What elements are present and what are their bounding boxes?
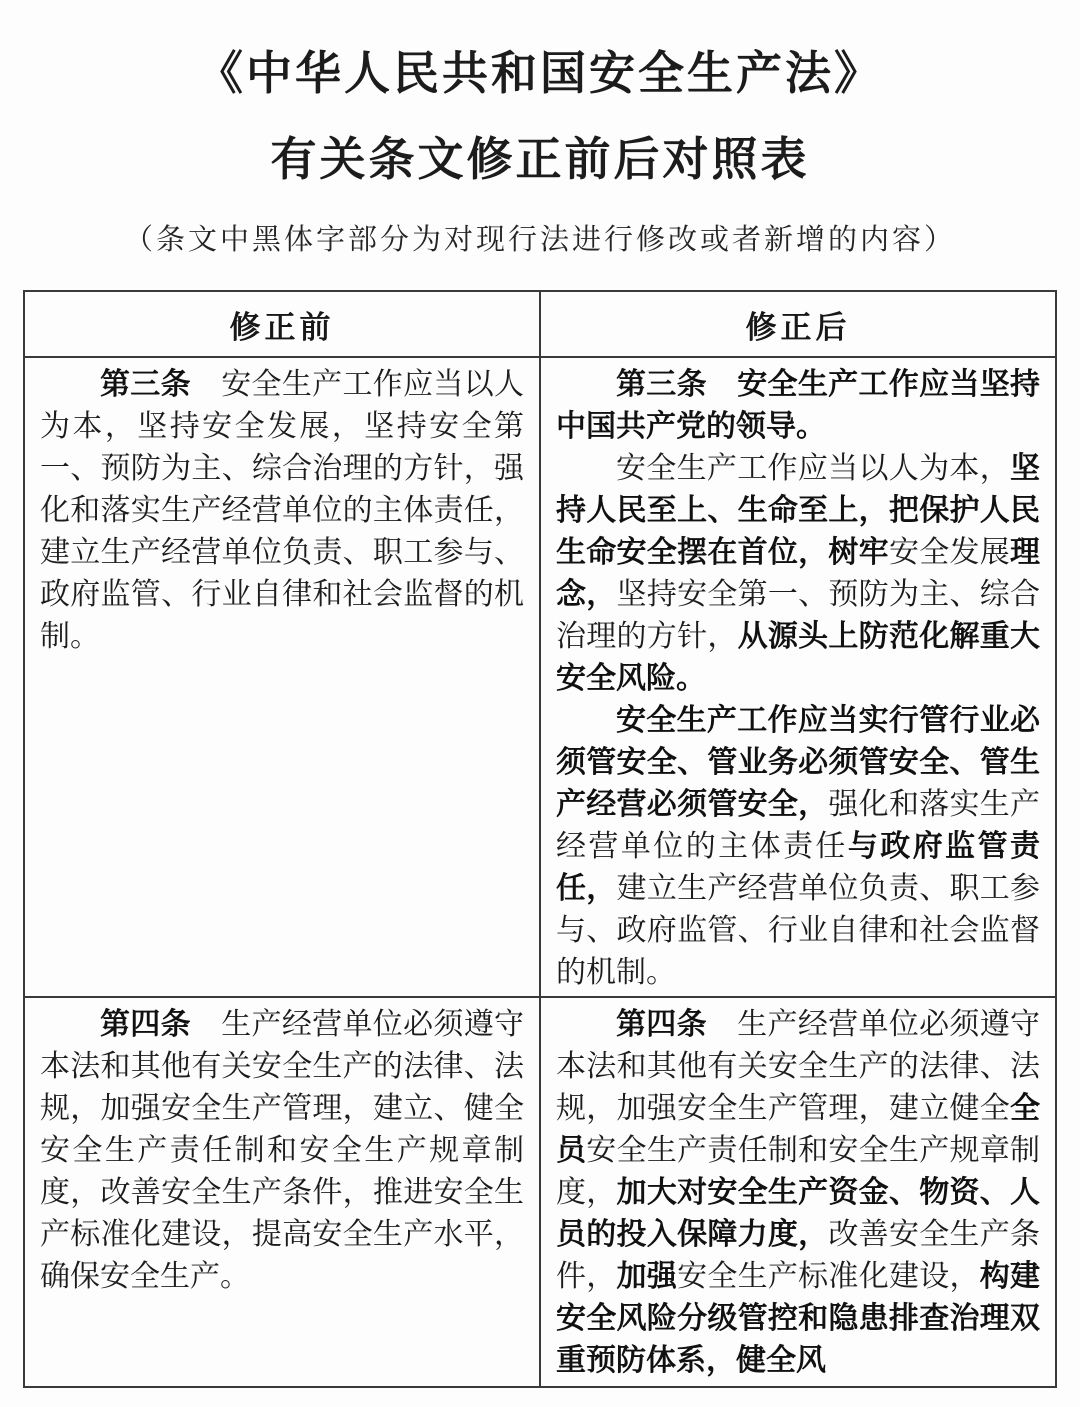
text-run: 安全生产工作应当以人为本， (616, 452, 1010, 485)
revised-text-run: 坚持人民至上、生命至上，把保护人民生命安全摆在首位，树牢 (556, 452, 1040, 569)
cell-before-article-4 (24, 997, 540, 1387)
revised-text-run: 第四条 (100, 1008, 191, 1041)
text-run: 安全发展 (888, 536, 1011, 569)
paragraph (40, 364, 524, 658)
paragraph (40, 1004, 524, 1298)
paragraph (556, 364, 1040, 448)
paragraph (556, 448, 1040, 700)
text-run: 强化和落实生产经营单位的主体责任 (556, 788, 1041, 863)
document-note: （条文中黑体字部分为对现行法进行修改或者新增的内容） (123, 224, 956, 256)
table-row-article-4 (24, 997, 1056, 1387)
revised-text-run: 第三条 (100, 368, 191, 401)
revised-text-run: 理念， (556, 536, 1041, 611)
revised-text-run: 第四条 (616, 1008, 707, 1041)
text-run: 安全生产标准化建设， (677, 1260, 980, 1293)
revised-text-run: 加强 (616, 1260, 678, 1293)
cell-after-article-3 (540, 357, 1056, 997)
revised-text-run: 构建安全风险分级管控和隐患排查治理双重预防体系，健全风 (556, 1260, 1041, 1377)
revised-text-run: 第三条 安全生产工作应当坚持中国共产党的领导。 (556, 368, 1040, 443)
text-run: 生产经营单位必须遵守本法和其他有关安全生产的法律、法规，加强安全生产管理，建立、健全安全生产责任制和安全生产规章制度，改善安全生产条件，推进安全生产标准化建设，提高安全生产水平，确保安全生产。 (40, 1008, 525, 1293)
document-title-line1: 《中华人民共和国安全生产法》 (197, 48, 883, 99)
revised-text-run: 从源头上防范化解重大安全风险。 (556, 620, 1041, 695)
text-run: 安全生产工作应当以人为本，坚持安全发展，坚持安全第一、预防为主、综合治理的方针，强化和落实生产经营单位的主体责任，建立生产经营单位负责、职工参与、政府监管、行业自律和社会监督的机制。 (40, 368, 525, 653)
revised-text-run: 加大对安全生产资金、物资、人员的投入保障力度， (556, 1176, 1041, 1251)
header-cell-before: 修正前 (24, 291, 540, 357)
text-run: 生产经营单位必须遵守本法和其他有关安全生产的法律、法规，加强安全生产管理，建立健全 (556, 1008, 1041, 1125)
paragraph (556, 1004, 1040, 1382)
revised-text-run: 安全生产工作应当实行管行业必须管安全、管业务必须管安全、管生产经营必须管安全， (556, 704, 1040, 821)
table-header-row (24, 291, 1056, 357)
revised-text-run: 与政府监管责任， (556, 830, 1041, 905)
header-cell-after: 修正后 (540, 291, 1056, 357)
revised-text-run: 全员 (556, 1092, 1040, 1167)
text-run: 安全生产责任制和安全生产规章制度， (556, 1134, 1041, 1209)
comparison-table (23, 290, 1057, 1388)
cell-before-article-3 (24, 357, 540, 997)
paragraph (556, 700, 1040, 994)
text-run: 建立生产经营单位负责、职工参与、政府监管、行业自律和社会监督的机制。 (556, 872, 1041, 989)
cell-after-article-4 (540, 997, 1056, 1387)
table-row-article-3 (24, 357, 1056, 997)
document-title-line2: 有关条文修正前后对照表 (270, 134, 810, 185)
text-run: 坚持安全第一、预防为主、综合治理的方针， (556, 578, 1041, 653)
text-run: 改善安全生产条件， (556, 1218, 1041, 1293)
